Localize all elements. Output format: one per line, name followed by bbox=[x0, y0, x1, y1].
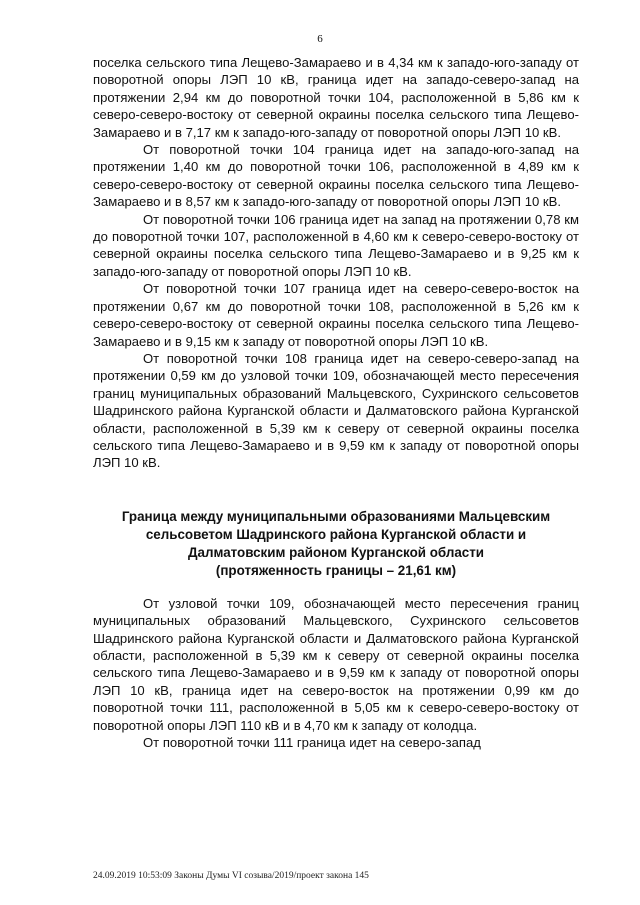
section-heading-line: Далматовским районом Курганской области bbox=[187, 544, 485, 560]
paragraph: От поворотной точки 106 граница идет на запад на протяжении 0,78 км до поворотной точки 107, расположенной в 4,60 км к северо-северо-востоку от северной окраины поселка сельского типа Лещево-Замараево и в 9,25 км к западо-юго-западу от поворотной опоры ЛЭП 10 кВ. bbox=[93, 211, 579, 279]
section-heading-length: (протяженность границы – 21,61 км) bbox=[215, 562, 457, 578]
document-footer: 24.09.2019 10:53:09 Законы Думы VI созыва/2019/проект закона 145 bbox=[93, 871, 369, 881]
section-heading bbox=[93, 508, 579, 580]
paragraph: От поворотной точки 108 граница идет на северо-северо-запад на протяжении 0,59 км до узловой точки 109, обозначающей место пересечения границ муниципальных образований Мальцевского, Сухринского сельсоветов Шадринского района Курганской области и Далматовского района Курганской области, расположенной в 5,39 км к северу от северной окраины поселка сельского типа Лещево-Замараево и в 9,59 км к западу от поворотной опоры ЛЭП 10 кВ. bbox=[93, 350, 579, 471]
page-number: 6 bbox=[317, 33, 323, 45]
paragraph: От поворотной точки 111 граница идет на северо-запад bbox=[143, 735, 481, 750]
paragraph: поселка сельского типа Лещево-Замараево и в 4,34 км к западо-юго-западу от поворотной опоры ЛЭП 10 кВ, граница идет на западо-северо-запад на протяжении 2,94 км до поворотной точки 104, расположенной в 5,86 км к северо-северо-востоку от северной окраины поселка сельского типа Лещево-Замараево и в 7,17 км к западо-юго-западу от поворотной опоры ЛЭП 10 кВ. bbox=[93, 55, 579, 140]
paragraph: От поворотной точки 107 граница идет на северо-северо-восток на протяжении 0,67 км до поворотной точки 108, расположенной в 5,26 км к северо-северо-востоку от северной окраины поселка сельского типа Лещево-Замараево и в 9,15 км к западу от поворотной опоры ЛЭП 10 кВ. bbox=[93, 281, 579, 349]
section-heading-line: Граница между муниципальными образованиями Мальцевским bbox=[121, 508, 551, 524]
document-body bbox=[93, 54, 579, 751]
paragraph: От поворотной точки 104 граница идет на западо-юго-запад на протяжении 1,40 км до поворотной точки 106, расположенной в 4,89 км к северо-северо-востоку от северной окраины поселка сельского типа Лещево-Замараево и в 8,57 км к западо-юго-западу от поворотной опоры ЛЭП 10 кВ. bbox=[93, 142, 579, 210]
section-heading-line: сельсоветом Шадринского района Курганской области и bbox=[145, 526, 527, 542]
paragraph: От узловой точки 109, обозначающей место пересечения границ муниципальных образований Мальцевского, Сухринского сельсоветов Шадринского района Курганской области и Далматовского района Курганской области, расположенной в 5,39 км к северу от северной окраины поселка сельского типа Лещево-Замараево и в 9,59 км к западу от поворотной опоры ЛЭП 10 кВ, граница идет на северо-восток на протяжении 0,99 км до поворотной точки 111, расположенной в 5,05 км к северо-северо-востоку от поворотной опоры ЛЭП 110 кВ и в 4,70 км к западу от колодца. bbox=[93, 595, 579, 733]
